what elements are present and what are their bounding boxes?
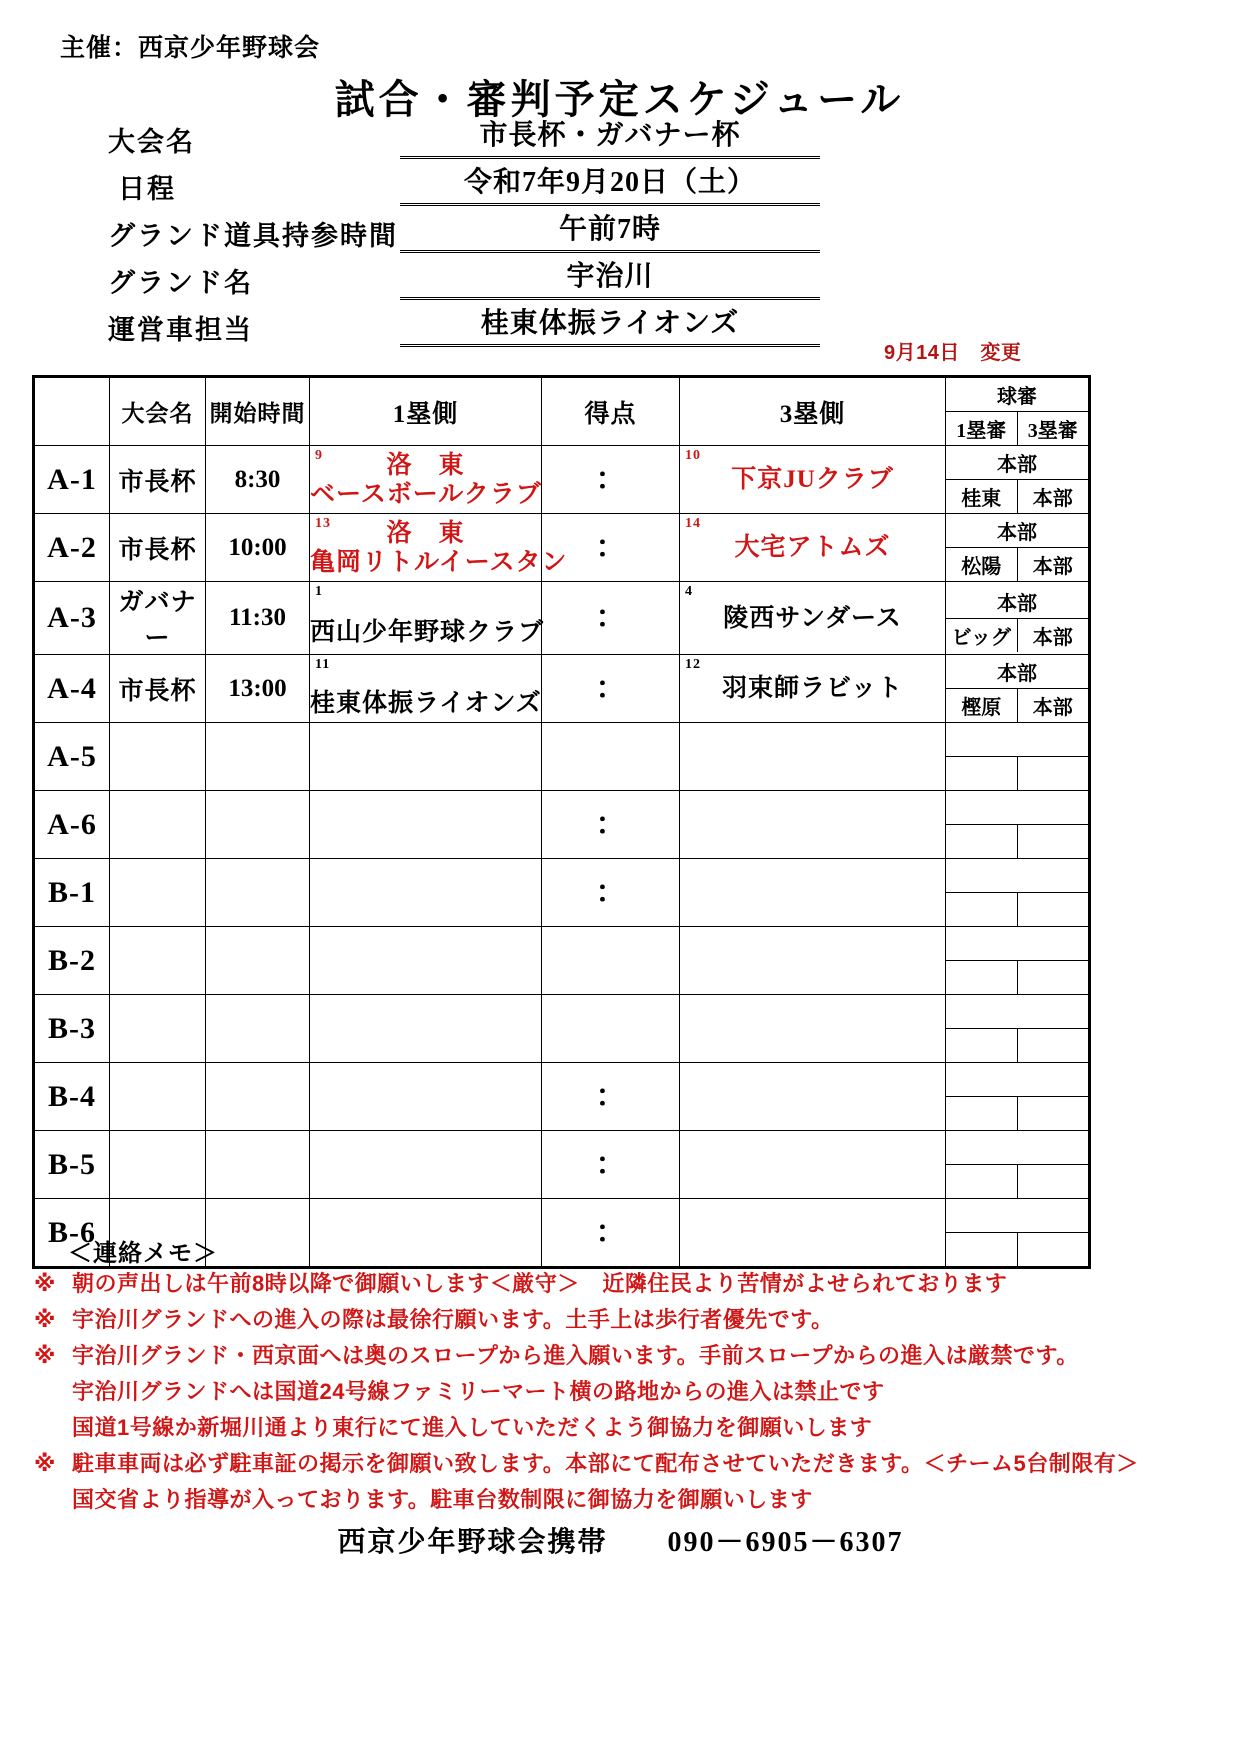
team-name-line: 羽束師ラビット — [721, 675, 903, 702]
memo-text: 駐車車両は必ず駐車証の掲示を御願い致します。本部にて配布させていただきます。＜チーム5台制限有＞ — [72, 1451, 1139, 1476]
umpire-table — [946, 585, 1088, 652]
cell-umpire-third — [1017, 757, 1088, 791]
cell-id: A-4 — [34, 655, 110, 723]
umpire-table — [946, 1199, 1088, 1266]
cell-umpire-group — [946, 1199, 1090, 1268]
cell-umpire-home — [946, 859, 1088, 893]
cell-third-base — [680, 927, 946, 995]
umpire-bases-row — [946, 757, 1088, 791]
cell-umpire-home — [946, 995, 1088, 1029]
col-header-third-base: 3塁側 — [680, 377, 946, 446]
cell-umpire-home — [946, 1063, 1088, 1097]
cell-umpire-first — [946, 1029, 1017, 1063]
memo-item — [34, 1410, 1214, 1446]
cell-umpire-group — [946, 791, 1090, 859]
cell-umpire-first — [946, 893, 1017, 927]
table-row — [34, 723, 1090, 791]
cell-umpire-third — [1017, 1097, 1088, 1131]
field-value-wrap — [400, 212, 820, 253]
field-value-wrap — [400, 259, 820, 300]
cell-umpire-group — [946, 859, 1090, 927]
organizer-line: 主催：西京少年野球会 — [60, 34, 321, 62]
cell-umpire-home: 本部 — [997, 663, 1037, 685]
umpire-bases-row — [946, 1233, 1088, 1267]
umpire-home-row — [946, 995, 1088, 1029]
umpire-bases-row — [946, 548, 1088, 582]
page-title: 試合・審判予定スケジュール — [334, 77, 905, 122]
cell-score: ： — [542, 1063, 680, 1131]
cell-umpire-group — [946, 446, 1090, 514]
footer-contact: 西京少年野球会携帯 090－6905－6307 — [337, 1527, 904, 1558]
memo-item — [34, 1446, 1214, 1482]
cell-score: ： — [542, 514, 680, 582]
memo-bullet-icon: ※ — [34, 1271, 56, 1296]
field-label: 運営車担当 — [108, 315, 253, 345]
cell-third-base — [680, 1063, 946, 1131]
memo-item — [34, 1302, 1214, 1338]
team-name-line: 下京JUクラブ — [731, 466, 894, 493]
cell-umpire-first: ビッグ — [946, 618, 1017, 652]
team-name-line: 洛 東 — [386, 519, 465, 547]
umpire-home-row — [946, 1063, 1088, 1097]
field-row — [0, 259, 1241, 306]
memo-item — [34, 1482, 1214, 1518]
umpire-table — [946, 995, 1088, 1062]
col-header-umpire-group — [946, 377, 1090, 446]
umpire-table — [946, 655, 1088, 722]
field-value: 令和7年9月20日（土） — [400, 165, 820, 206]
field-label: 日程 — [118, 174, 176, 204]
cell-score — [542, 995, 680, 1063]
cell-time — [206, 1131, 310, 1199]
umpire-bases-row — [946, 825, 1088, 859]
umpire-bases-row — [946, 689, 1088, 723]
cell-first-base — [310, 723, 542, 791]
team-name-line: 陵西サンダース — [723, 604, 902, 632]
team-number: 12 — [685, 657, 701, 672]
cell-first-base — [310, 1063, 542, 1131]
cell-id: A-5 — [34, 723, 110, 791]
cell-umpire-first — [946, 825, 1017, 859]
umpire-bases-row — [946, 1097, 1088, 1131]
field-label: グランド名 — [108, 268, 253, 298]
umpire-home-row — [946, 514, 1088, 548]
schedule-table — [32, 375, 1091, 1269]
cell-umpire-first — [946, 757, 1017, 791]
col-header-score: 得点 — [542, 377, 680, 446]
col-header-id — [34, 377, 110, 446]
cell-umpire-third — [1017, 893, 1088, 927]
team-number: 4 — [685, 584, 693, 599]
cell-umpire-first: 松陽 — [946, 548, 1017, 582]
cell-umpire-first: 桂東 — [946, 480, 1017, 514]
umpire-home-row — [946, 446, 1088, 480]
field-row — [0, 212, 1241, 259]
cell-cup — [110, 859, 206, 927]
cell-cup — [110, 927, 206, 995]
header-row — [34, 377, 1090, 446]
memo-title: ＜連絡メモ＞ — [68, 1240, 218, 1267]
cell-umpire-third: 本部 — [1017, 618, 1088, 652]
umpire-table — [946, 514, 1088, 581]
cell-umpire-first — [946, 1097, 1017, 1131]
cell-id: B-6 — [34, 1199, 110, 1268]
cell-first-base — [310, 1131, 542, 1199]
umpire-bases-row — [946, 480, 1088, 514]
cell-umpire-group — [946, 927, 1090, 995]
memo-item — [34, 1338, 1214, 1374]
cell-third-base — [680, 791, 946, 859]
cell-id: A-2 — [34, 514, 110, 582]
memo-bullet-icon: ※ — [34, 1343, 56, 1368]
memo-item — [34, 1374, 1214, 1410]
cell-cup: ガバナー — [110, 582, 206, 655]
cell-umpire-third: 本部 — [1017, 548, 1088, 582]
team-name-line — [310, 589, 541, 618]
cell-cup: 市長杯 — [110, 446, 206, 514]
field-row — [0, 118, 1241, 165]
team-name-line: 亀岡リトルイースタン — [310, 548, 568, 576]
cell-umpire-group — [946, 655, 1090, 723]
team-name-line: 西山少年野球クラブ — [310, 619, 545, 646]
umpire-header-top — [946, 378, 1088, 412]
cell-umpire-home — [946, 1199, 1088, 1233]
cell-cup — [110, 1131, 206, 1199]
cell-score: ： — [542, 859, 680, 927]
cell-first-base — [310, 995, 542, 1063]
field-row — [0, 306, 1241, 353]
team-name-line: 大宅アトムズ — [734, 534, 891, 561]
cell-score: ： — [542, 791, 680, 859]
memo-text: 国道1号線か新堀川通より東行にて進入していただくよう御協力を御願いします — [72, 1415, 873, 1440]
cell-id: B-3 — [34, 995, 110, 1063]
field-value-wrap — [400, 165, 820, 206]
umpire-bases-row — [946, 961, 1088, 995]
cell-third-base — [680, 582, 946, 655]
memo-text: 国交省より指導が入っております。駐車台数制限に御協力を御願いします — [72, 1487, 813, 1512]
cell-first-base — [310, 927, 542, 995]
umpire-table — [946, 927, 1088, 994]
team-name-line: 洛 東 — [386, 451, 465, 479]
team-name-line: 桂東体振ライオンズ — [310, 689, 542, 717]
team-name-line — [680, 1150, 945, 1179]
field-label: グランド道具持参時間 — [108, 221, 398, 251]
cell-umpire-third — [1017, 1165, 1088, 1199]
cell-umpire-first: 樫原 — [946, 689, 1017, 723]
cell-umpire-group — [946, 514, 1090, 582]
cell-first-base — [310, 514, 568, 582]
table-row — [34, 1131, 1090, 1199]
memo-text: 朝の声出しは午前8時以降で御願いします＜厳守＞ 近隣住民より苦情がよせられております — [72, 1271, 1008, 1296]
cell-umpire-first — [946, 1233, 1017, 1267]
umpire-home-row — [946, 927, 1088, 961]
umpire-home-row — [946, 1131, 1088, 1165]
col-header-umpire-first: 1塁審 — [946, 412, 1017, 446]
cell-umpire-home — [946, 791, 1088, 825]
cell-cup: 市長杯 — [110, 514, 206, 582]
cell-umpire-group — [946, 995, 1090, 1063]
cell-time — [206, 723, 310, 791]
umpire-home-row — [946, 655, 1088, 689]
team-name-line — [680, 742, 945, 771]
cell-cup — [110, 723, 206, 791]
cell-umpire-third: 本部 — [1017, 689, 1088, 723]
cell-score — [542, 723, 680, 791]
cell-umpire-first — [946, 1165, 1017, 1199]
col-header-umpire-third: 3塁審 — [1017, 412, 1088, 446]
col-header-first-base: 1塁側 — [310, 377, 542, 446]
umpire-table — [946, 1063, 1088, 1130]
cell-umpire-third — [1017, 825, 1088, 859]
field-value: 桂東体振ライオンズ — [400, 306, 820, 347]
umpire-table — [946, 791, 1088, 858]
cell-first-base — [310, 655, 542, 723]
change-note: 9月14日 変更 — [884, 342, 1022, 364]
umpire-home-row — [946, 791, 1088, 825]
cell-time: 10:00 — [206, 514, 310, 582]
cell-first-base — [310, 1199, 542, 1268]
team-name-line: ベースボールクラブ — [310, 480, 542, 508]
cell-umpire-group — [946, 1063, 1090, 1131]
cell-id: A-1 — [34, 446, 110, 514]
memo-bullet-icon: ※ — [34, 1451, 56, 1476]
umpire-home-row — [946, 1199, 1088, 1233]
cell-cup: 市長杯 — [110, 655, 206, 723]
memo-text: 宇治川グランドへの進入の際は最徐行願います。土手上は歩行者優先です。 — [72, 1307, 834, 1332]
umpire-bases-row — [946, 1165, 1088, 1199]
cell-umpire-home — [946, 927, 1088, 961]
team-name-line — [680, 1014, 945, 1043]
cell-umpire-group — [946, 1131, 1090, 1199]
cell-third-base — [680, 1131, 946, 1199]
cell-cup — [110, 995, 206, 1063]
cell-score: ： — [542, 1131, 680, 1199]
cell-time: 11:30 — [206, 582, 310, 655]
cell-third-base — [680, 446, 946, 514]
cell-score: ： — [542, 446, 680, 514]
cell-umpire-group — [946, 582, 1090, 655]
cell-time — [206, 791, 310, 859]
cell-umpire-third — [1017, 961, 1088, 995]
field-value: 宇治川 — [400, 259, 820, 300]
umpire-bases-row — [946, 618, 1088, 652]
umpire-bases-row — [946, 893, 1088, 927]
cell-id: B-5 — [34, 1131, 110, 1199]
cell-umpire-third: 本部 — [1017, 480, 1088, 514]
cell-score: ： — [542, 1199, 680, 1268]
table-head — [34, 377, 1090, 446]
team-name-line — [680, 1082, 945, 1111]
memo-notes — [34, 1266, 1214, 1518]
umpire-home-row — [946, 585, 1088, 619]
memo-bullet-icon: ※ — [34, 1307, 56, 1332]
field-label: 大会名 — [108, 127, 195, 157]
cell-score: ： — [542, 655, 680, 723]
team-number: 9 — [315, 448, 323, 463]
umpire-header-sub — [946, 412, 1088, 446]
cell-umpire-first — [946, 961, 1017, 995]
table-row — [34, 1063, 1090, 1131]
team-name-line — [680, 878, 945, 907]
cell-first-base — [310, 859, 542, 927]
field-value: 午前7時 — [400, 212, 820, 253]
cell-cup — [110, 791, 206, 859]
umpire-bases-row — [946, 1029, 1088, 1063]
table-row — [34, 927, 1090, 995]
umpire-table — [946, 859, 1088, 926]
cell-third-base — [680, 655, 946, 723]
cell-umpire-third — [1017, 1029, 1088, 1063]
umpire-table — [946, 446, 1088, 513]
header-fields — [0, 118, 1241, 353]
cell-time — [206, 1199, 310, 1268]
team-name-line — [680, 810, 945, 839]
cell-third-base — [680, 514, 946, 582]
cell-id: B-4 — [34, 1063, 110, 1131]
col-header-time: 開始時間 — [206, 377, 310, 446]
cell-umpire-home: 本部 — [997, 454, 1037, 476]
memo-item — [34, 1266, 1214, 1302]
cell-umpire-home — [946, 723, 1088, 757]
cell-first-base — [310, 446, 542, 514]
team-number: 11 — [315, 657, 331, 672]
cell-time: 13:00 — [206, 655, 310, 723]
field-row — [0, 165, 1241, 212]
table-row — [34, 791, 1090, 859]
table-row — [34, 514, 1090, 582]
cell-time — [206, 927, 310, 995]
team-number: 1 — [315, 584, 323, 599]
cell-id: B-1 — [34, 859, 110, 927]
cell-score — [542, 927, 680, 995]
field-value-wrap — [400, 118, 820, 159]
cell-id: B-2 — [34, 927, 110, 995]
team-number: 10 — [685, 448, 701, 463]
col-header-cup: 大会名 — [110, 377, 206, 446]
umpire-home-row — [946, 723, 1088, 757]
col-header-umpire: 球審 — [997, 386, 1037, 408]
team-name-line — [680, 946, 945, 975]
table-row — [34, 655, 1090, 723]
cell-first-base — [310, 582, 545, 655]
cell-time — [206, 995, 310, 1063]
cell-third-base — [680, 1199, 946, 1268]
umpire-home-row — [946, 859, 1088, 893]
team-number: 13 — [315, 516, 331, 531]
cell-umpire-home — [946, 1131, 1088, 1165]
cell-umpire-group — [946, 723, 1090, 791]
cell-time — [206, 1063, 310, 1131]
cell-umpire-third — [1017, 1233, 1088, 1267]
cell-umpire-home: 本部 — [997, 522, 1037, 544]
cell-score: ： — [542, 582, 680, 655]
cell-id: A-6 — [34, 791, 110, 859]
table-row — [34, 859, 1090, 927]
cell-time — [206, 859, 310, 927]
cell-third-base — [680, 859, 946, 927]
table-row — [34, 446, 1090, 514]
memo-text: 宇治川グランド・西京面へは奥のスロープから進入願います。手前スロープからの進入は厳禁です。 — [72, 1343, 1079, 1368]
cell-time: 8:30 — [206, 446, 310, 514]
team-number: 14 — [685, 516, 701, 531]
table-row — [34, 995, 1090, 1063]
cell-third-base — [680, 723, 946, 791]
cell-umpire-home: 本部 — [997, 592, 1037, 615]
table-body — [34, 446, 1090, 1268]
cell-cup — [110, 1063, 206, 1131]
umpire-table — [946, 1131, 1088, 1198]
cell-third-base — [680, 995, 946, 1063]
umpire-table — [946, 723, 1088, 790]
team-name-line — [680, 1218, 945, 1247]
field-value: 市長杯・ガバナー杯 — [400, 118, 820, 159]
memo-text: 宇治川グランドへは国道24号線ファミリーマート横の路地からの進入は禁止です — [72, 1379, 885, 1404]
table-row — [34, 582, 1090, 655]
team-name-line — [310, 657, 541, 689]
cell-first-base — [310, 791, 542, 859]
cell-id: A-3 — [34, 582, 110, 655]
umpire-header-table — [946, 378, 1088, 445]
field-value-wrap — [400, 306, 820, 347]
